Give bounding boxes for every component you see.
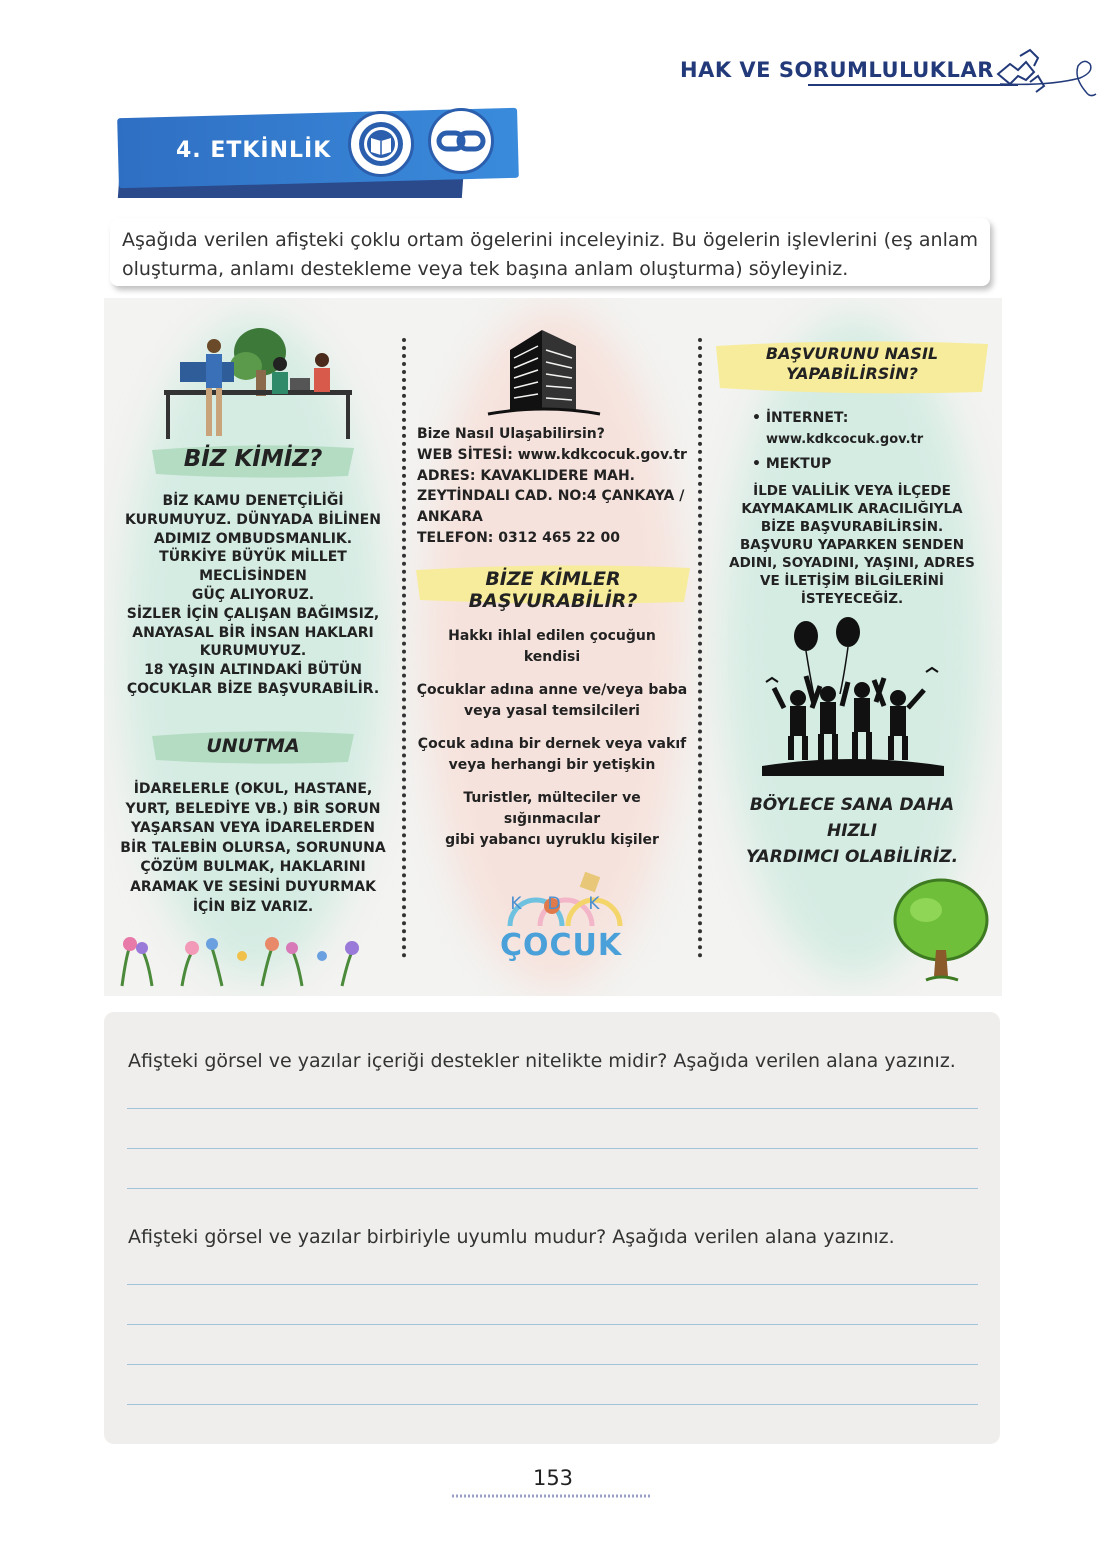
- heading-line: BAŞVURUNU NASIL: [765, 344, 939, 363]
- poster-line: GÜÇ ALIYORUZ.: [191, 586, 315, 603]
- poster-line: ANAYASAL BİR İNSAN HAKLARI: [132, 624, 374, 641]
- logo-letter: K: [588, 894, 600, 914]
- bullet-label: İNTERNET:: [765, 410, 849, 426]
- poster-line: MECLİSİNDEN: [199, 568, 307, 585]
- chain-badge: [428, 108, 494, 174]
- closing-line: BÖYLECE SANA DAHA: [749, 795, 955, 815]
- question-1: Afişteki görsel ve yazılar içeriği destekler nitelikte midir? Aşağıda verilen alana yazınız.: [128, 1050, 956, 1072]
- flowers-illustration: [112, 926, 382, 988]
- activity-title: 4. ETKİNLİK: [176, 138, 332, 163]
- answer-line-q2[interactable]: [127, 1324, 978, 1325]
- poster-line: İÇİN BİZ VARIZ.: [192, 898, 314, 915]
- poster-line: BİZE BAŞVURABİLİRSİN.: [760, 519, 944, 535]
- poster-line: ARAMAK VE SESİNİ DUYURMAK: [130, 878, 376, 895]
- poster-line: İLDE VALİLİK VEYA İLÇEDE: [753, 483, 951, 499]
- unutma-body: [104, 780, 402, 917]
- poster-line: VE İLETİŞİM BİLGİLERİNİ: [760, 573, 944, 589]
- poster-line: 18 YAŞIN ALTINDAKİ BÜTÜN: [144, 662, 362, 679]
- applicant-line: Çocuklar adına anne ve/veya baba: [416, 682, 688, 698]
- page-number: 153: [532, 1466, 574, 1490]
- applicant-line: Turistler, mülteciler ve: [463, 790, 641, 806]
- closing-line: YARDIMCI OLABİLİRİZ.: [745, 847, 959, 867]
- contact-line: TELEFON: 0312 465 22 00: [417, 529, 621, 546]
- poster-line: BİZ KAMU DENETÇİLİĞİ: [162, 493, 344, 509]
- running-title-underline: [808, 84, 1018, 86]
- kimler-basvurabilir-heading: BİZE KİMLER BAŞVURABİLİR?: [468, 568, 638, 612]
- applicant-line: veya yasal temsilcileri: [464, 703, 640, 719]
- poster-line: SİZLER İÇİN ÇALIŞAN BAĞIMSIZ,: [126, 605, 380, 622]
- applicant-line: kendisi: [523, 649, 581, 665]
- bullet-internet: • İNTERNET:: [752, 410, 849, 426]
- bullet-mektup: • MEKTUP: [752, 456, 832, 472]
- contact-info: [417, 424, 707, 549]
- answer-line-q1[interactable]: [127, 1108, 978, 1109]
- poster-left-column: [104, 298, 402, 996]
- instruction-text: Aşağıda verilen afişteki çoklu ortam ögelerini inceleyiniz. Bu ögelerin işlevlerini (eş anlam oluşturma, anlamı destekleme veya tek başına anlam oluşturma) söyleyiniz.: [110, 218, 990, 286]
- running-title: HAK VE SORUMLULUKLAR: [680, 58, 994, 82]
- poster-line: BİR TALEBİN OLURSA, SORUNUNA: [120, 839, 386, 856]
- poster-line: ÇÖZÜM BULMAK, HAKLARINI: [140, 859, 366, 876]
- contact-line: WEB SİTESİ: www.kdkcocuk.gov.tr: [417, 446, 687, 463]
- answer-line-q2[interactable]: [127, 1364, 978, 1365]
- building-icon: [484, 324, 604, 416]
- poster-line: ADINI, SOYADINI, YAŞINI, ADRES: [729, 555, 975, 571]
- poster: [104, 298, 1002, 996]
- applicant-list: [404, 626, 700, 851]
- contact-line: Bize Nasıl Ulaşabilirsin?: [417, 426, 605, 442]
- unutma-heading: UNUTMA: [206, 735, 300, 757]
- contact-line: ANKARA: [417, 509, 483, 526]
- poster-line: KURUMUYUZ.: [199, 643, 307, 660]
- office-workers-illustration: [160, 322, 356, 442]
- applicant-line: Hakkı ihlal edilen çocuğun: [448, 628, 656, 644]
- poster-line: ÇOCUKLAR BİZE BAŞVURABİLİR.: [126, 680, 380, 697]
- book-badge: [348, 111, 414, 177]
- internet-url: www.kdkcocuk.gov.tr: [766, 432, 924, 447]
- children-balloons-silhouette: [758, 616, 948, 780]
- poster-line: İDARELERLE (OKUL, HASTANE,: [133, 781, 373, 797]
- applicant-line: Çocuk adına bir dernek veya vakıf: [417, 736, 687, 752]
- applicant-line: veya herhangi bir yetişkin: [448, 757, 656, 773]
- logo-word: ÇOCUK: [500, 928, 623, 963]
- question-2: Afişteki görsel ve yazılar birbiriyle uyumlu mudur? Aşağıda verilen alana yazınız.: [128, 1226, 895, 1248]
- biz-kimiz-heading: BİZ KİMİZ?: [183, 446, 323, 472]
- poster-line: TÜRKİYE BÜYÜK MİLLET: [159, 549, 347, 566]
- answer-line-q2[interactable]: [127, 1284, 978, 1285]
- book-icon: [351, 114, 411, 174]
- closing-line: HIZLI: [826, 821, 878, 841]
- page-number-ornament: [452, 1494, 652, 1498]
- poster-line: BAŞVURU YAPARKEN SENDEN: [739, 537, 964, 553]
- applicant-line: sığınmacılar: [503, 811, 601, 827]
- poster-line: KAYMAKAMLIK ARACILIĞIYLA: [741, 501, 963, 517]
- biz-kimiz-body: [104, 492, 402, 699]
- contact-line: ADRES: KAVAKLIDERE MAH.: [417, 467, 635, 484]
- heading-line: YAPABİLİRSİN?: [786, 364, 918, 383]
- answer-line-q1[interactable]: [127, 1148, 978, 1149]
- basvuru-body: [702, 482, 1002, 608]
- answer-line-q2[interactable]: [127, 1404, 978, 1405]
- poster-middle-column: [404, 298, 700, 996]
- basvuru-heading: [712, 344, 992, 384]
- applicant-line: gibi yabancı uyruklu kişiler: [445, 832, 659, 848]
- poster-line: ADIMIZ OMBUDSMANLIK.: [153, 530, 353, 547]
- answer-line-q1[interactable]: [127, 1188, 978, 1189]
- poster-line: İSTEYECEĞİZ.: [800, 591, 904, 607]
- kdk-cocuk-logo: [500, 870, 630, 980]
- poster-line: YAŞARSAN VEYA İDARELERDEN: [131, 820, 375, 837]
- poster-line: YURT, BELEDİYE VB.) BİR SORUN: [125, 800, 381, 817]
- poster-right-column: [702, 298, 1002, 996]
- chain-link-icon: [431, 111, 491, 171]
- bullet-label: MEKTUP: [765, 456, 832, 472]
- logo-letter: D: [547, 894, 561, 914]
- contact-line: ZEYTİNDALI CAD. NO:4 ÇANKAYA /: [417, 488, 685, 505]
- puzzle-swirl-icon: [990, 42, 1100, 104]
- tree-icon: [886, 876, 996, 986]
- logo-letter: K: [510, 894, 522, 914]
- poster-line: KURUMUYUZ. DÜNYADA BİLİNEN: [125, 511, 381, 528]
- closing-message: [702, 792, 1002, 870]
